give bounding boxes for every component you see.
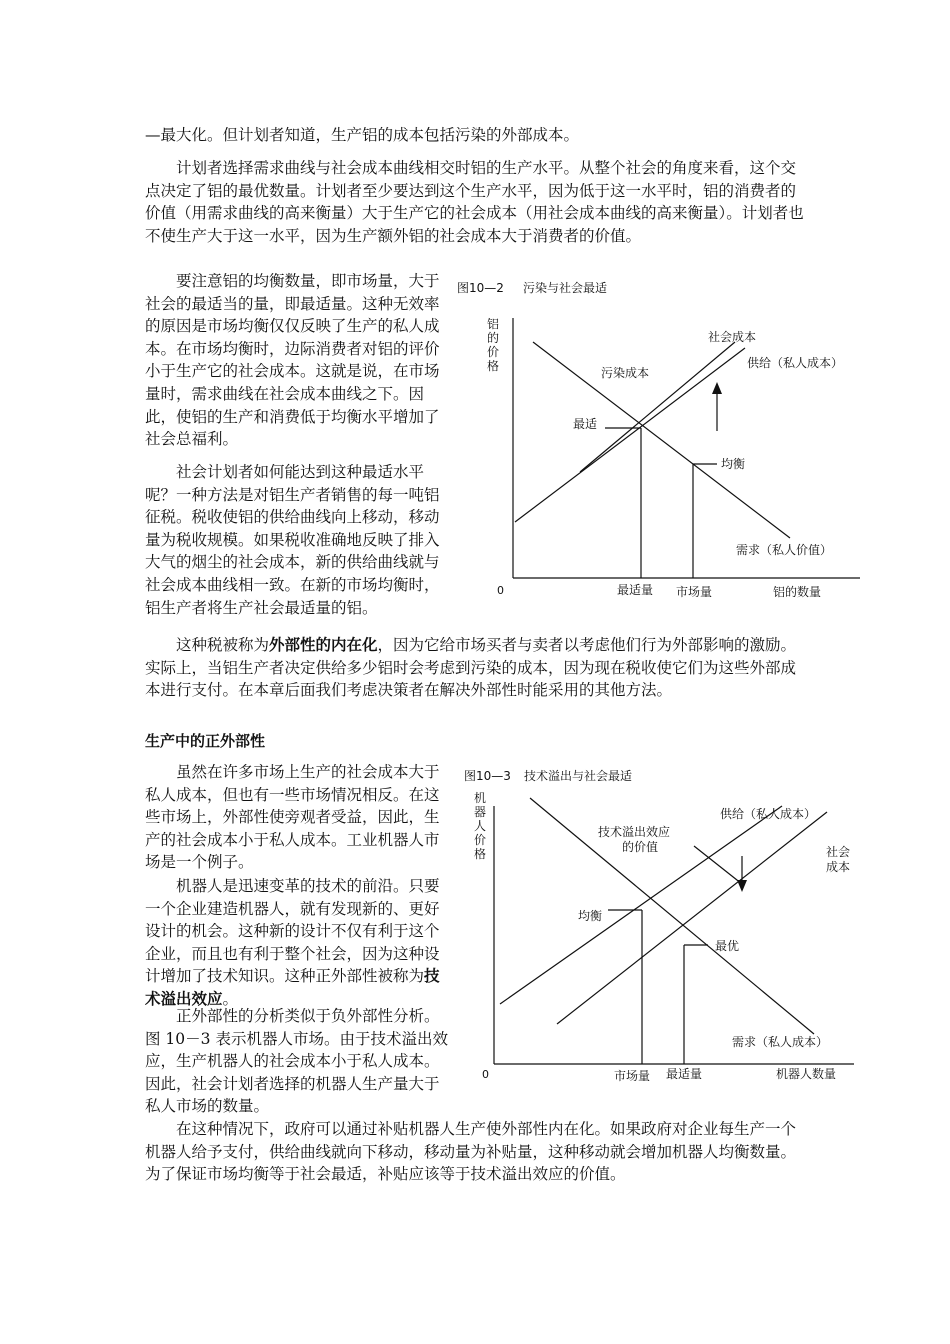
fig1-q-optimum-label: 最适量	[617, 583, 654, 597]
fig2-supply-label: 供给（私人成本）	[720, 807, 817, 821]
fig2-ylabel-5: 格	[474, 847, 487, 861]
term-internalizing-externality: 外部性的内在化	[269, 636, 378, 654]
fig1-q-market-label: 市场量	[676, 585, 713, 599]
section-heading: 生产中的正外部性	[145, 732, 266, 750]
fig1-origin: 0	[497, 584, 504, 597]
paragraph-3: 社会计划者如何能达到这种最适水平呢？一种方法是对铝生产者销售的每一吨铝征税。税收使铝的供给曲线向上移动，移动量为税收规模。如果税收准确地反映了排入大气的烟尘的社会成本，新的供给曲线就与社会成本曲线相一致。在新的市场均衡时，铝生产者将生产社会最适量的铝。	[145, 463, 440, 617]
fig2-spillover-label-2: 的价值	[622, 840, 659, 854]
paragraph-4-text-c: ，因为它给市场买者与卖者以考虑他们行为外部影响的激励。实际上，当铝生产者决定供给多少铝时会考虑到污染的成本，因为现在税收使它们为这些外部成本进行支付。在本章后面我们考虑决策者在解决外部性时能采用的其他方法。	[145, 636, 797, 700]
fig2-q-optimum-label: 最适量	[666, 1067, 703, 1081]
fig1-title: 污染与社会最适	[523, 281, 608, 295]
shift-arrow-head	[737, 880, 747, 892]
social-cost-curve	[580, 342, 735, 472]
spillover-arrow-line	[694, 846, 742, 884]
fig1-number: 图10—2	[457, 281, 504, 295]
fig2-spillover-label-1: 技术溢出效应	[598, 825, 671, 839]
fig1-ylabel-1: 铝	[487, 317, 500, 331]
fig1-demand-label: 需求（私人价值）	[736, 543, 833, 557]
fig2-social-cost-label-2: 成本	[826, 860, 851, 874]
figure-10-3	[462, 762, 882, 1092]
paragraph-4-text-a: 这种税被称为	[176, 636, 270, 654]
fig1-ylabel-2: 的	[487, 331, 500, 345]
fig2-ylabel-3: 人	[474, 819, 487, 833]
fig2-xlabel: 机器人数量	[776, 1067, 837, 1081]
fig2-demand-label: 需求（私人成本）	[732, 1035, 829, 1049]
fig1-optimum-label: 最适	[573, 417, 598, 431]
fig1-ylabel-4: 格	[487, 359, 500, 373]
demand-curve	[533, 342, 790, 538]
paragraph-2: 要注意铝的均衡数量，即市场量，大于社会的最适当的量，即最适量。这种无效率的原因是市场均衡仅仅反映了生产的私人成本。在市场均衡时，边际消费者对铝的评价小于生产它的社会成本。这就是说，在市场量时，需求曲线在社会成本曲线之下。因此，使铝的生产和消费低于均衡水平增加了社会总福利。	[145, 272, 440, 449]
paragraph-7: 正外部性的分析类似于负外部性分析。图 10－3 表示机器人市场。由于技术溢出效应，生产机器人的社会成本小于私人成本。因此，社会计划者选择的机器人生产量大于私人市场的数量。	[145, 1007, 448, 1116]
paragraph-6-text-a: 机器人是迅速变革的技术的前沿。只要一个企业建造机器人，就有发现新的、更好设计的机会。这种新的设计不仅有利于这个企业，而且也有利于整个社会，因为这种设计增加了技术知识。这种正外部性被称为	[145, 877, 440, 986]
fig2-optimum-label: 最优	[715, 939, 740, 953]
figure-10-2	[455, 276, 875, 606]
fig2-ylabel-4: 价	[474, 833, 487, 847]
fig1-equilibrium-label: 均衡	[721, 457, 746, 471]
fig1-ylabel-3: 价	[487, 345, 500, 359]
fig2-equilibrium-label: 均衡	[578, 909, 603, 923]
demand-curve	[530, 798, 817, 1034]
fig1-supply-label: 供给（私人成本）	[747, 356, 844, 370]
fig2-q-market-label: 市场量	[614, 1069, 651, 1083]
fig2-social-cost-label-1: 社会	[826, 845, 851, 859]
fig2-title: 技术溢出与社会最适	[524, 769, 633, 783]
paragraph-1: 计划者选择需求曲线与社会成本曲线相交时铝的生产水平。从整个社会的角度来看，这个交点决定了铝的最优数量。计划者至少要达到这个生产水平，因为低于这一水平时，铝的消费者的价值（用需求曲线的高来衡量）大于生产它的社会成本（用社会成本曲线的高来衡量）。计划者也不使生产大于这一水平，因为生产额外铝的社会成本大于消费者的价值。	[145, 159, 804, 245]
fig1-social-cost-label: 社会成本	[708, 330, 757, 344]
shift-arrow-head	[712, 382, 722, 394]
fig1-pollution-cost-label: 污染成本	[601, 366, 650, 380]
fig2-number: 图10—3	[464, 769, 511, 783]
fig2-ylabel-1: 机	[474, 791, 487, 805]
paragraph-8: 在这种情况下，政府可以通过补贴机器人生产使外部性内在化。如果政府对企业每生产一个机器人给予支付，供给曲线就向下移动，移动量为补贴量，这种移动就会增加机器人均衡数量。为了保证市场均衡等于社会最适，补贴应该等于技术溢出效应的价值。	[145, 1120, 797, 1184]
paragraph-4	[145, 634, 810, 702]
paragraph-5: 虽然在许多市场上生产的社会成本大于私人成本，但也有一些市场情况相反。在这些市场上，外部性使旁观者受益，因此，生产的社会成本小于私人成本。工业机器人市场是一个例子。	[145, 763, 440, 872]
fig1-xlabel: 铝的数量	[773, 585, 822, 599]
paragraph-0: —最大化。但计划者知道，生产铝的成本包括污染的外部成本。	[145, 126, 580, 144]
paragraph-6-text-c: 。	[222, 989, 239, 1008]
fig2-origin: 0	[482, 1068, 489, 1081]
term-technology-spillover: 技术溢出效应	[145, 967, 440, 1008]
paragraph-6	[145, 875, 450, 1011]
fig2-ylabel-2: 器	[474, 805, 487, 819]
